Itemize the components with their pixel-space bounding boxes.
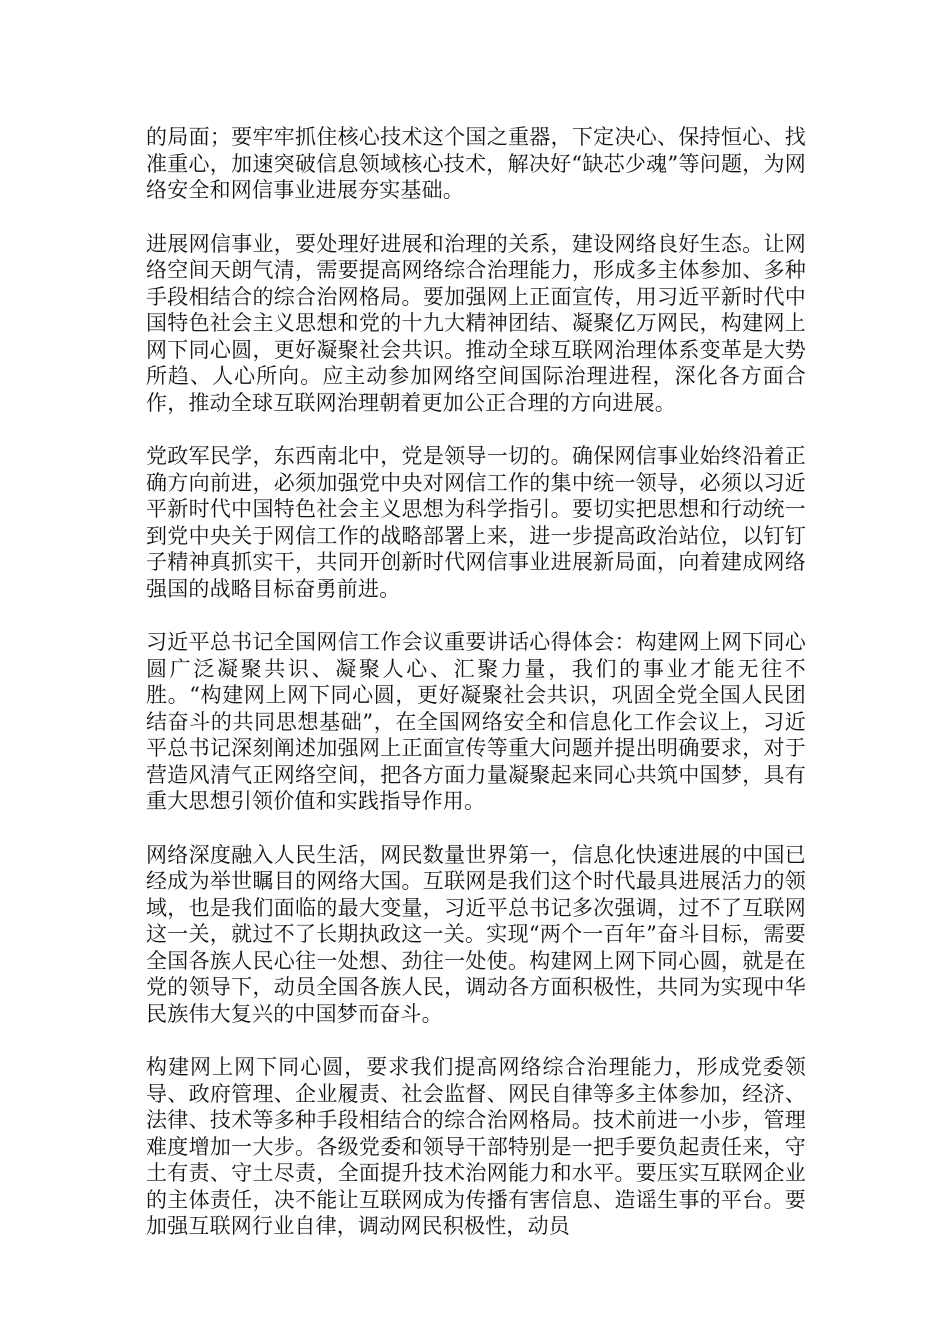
paragraph-2: 进展网信事业，要处理好进展和治理的关系，建设网络良好生态。让网络空间天朗气清，需要提高网络综合治理能力，形成多主体参加、多种手段相结合的综合治网格局。要加强网上正面宣传，用习近平新时代中国特色社会主义思想和党的十九大精神团结、凝聚亿万网民，构建网上网下同心圆，更好凝聚社会共识。推动全球互联网治理体系变革是大势所趋、人心所向。应主动参加网络空间国际治理进程，深化各方面合作，推动全球互联网治理朝着更加公正合理的方向进展。: [146, 231, 806, 415]
paragraph-3: 党政军民学，东西南北中，党是领导一切的。确保网信事业始终沿着正确方向前进，必须加强党中央对网信工作的集中统一领导，必须以习近平新时代中国特色社会主义思想为科学指引。要切实把思想和行动统一到党中央关于网信工作的战略部署上来，进一步提高政治站位，以钉钉子精神真抓实干，共同开创新时代网信事业进展新局面，向着建成网络强国的战略目标奋勇前进。: [146, 444, 806, 601]
paragraph-5: 网络深度融入人民生活，网民数量世界第一，信息化快速进展的中国已经成为举世瞩目的网络大国。互联网是我们这个时代最具进展活力的领域，也是我们面临的最大变量，习近平总书记多次强调，过不了互联网这一关，就过不了长期执政这一关。实现“两个一百年”奋斗目标，需要全国各族人民心往一处想、劲往一处使。构建网上网下同心圆，就是在党的领导下，动员全国各族人民，调动各方面积极性，共同为实现中华民族伟大复兴的中国梦而奋斗。: [146, 842, 806, 1026]
paragraph-4: 习近平总书记全国网信工作会议重要讲话心得体会：构建网上网下同心圆广泛凝聚共识、凝聚人心、汇聚力量，我们的事业才能无往不胜。“构建网上网下同心圆，更好凝聚社会共识，巩固全党全国人民团结奋斗的共同思想基础”，在全国网络安全和信息化工作会议上，习近平总书记深刻阐述加强网上正面宣传等重大问题并提出明确要求，对于营造风清气正网络空间，把各方面力量凝聚起来同心共筑中国梦，具有重大思想引领价值和实践指导作用。: [146, 630, 806, 813]
paragraph-6: 构建网上网下同心圆，要求我们提高网络综合治理能力，形成党委领导、政府管理、企业履责、社会监督、网民自律等多主体参加，经济、法律、技术等多种手段相结合的综合治网格局。技术前进一小步，管理难度增加一大步。各级党委和领导干部特别是一把手要负起责任来，守土有责、守土尽责，全面提升技术治网能力和水平。要压实互联网企业的主体责任，决不能让互联网成为传播有害信息、造谣生事的平台。要加强互联网行业自律，调动网民积极性，动员: [146, 1055, 806, 1238]
document-body: [146, 124, 806, 1267]
paragraph-1: 的局面；要牢牢抓住核心技术这个国之重器，下定决心、保持恒心、找准重心，加速突破信息领域核心技术，解决好“缺芯少魂”等问题，为网络安全和网信事业进展夯实基础。: [146, 125, 806, 202]
